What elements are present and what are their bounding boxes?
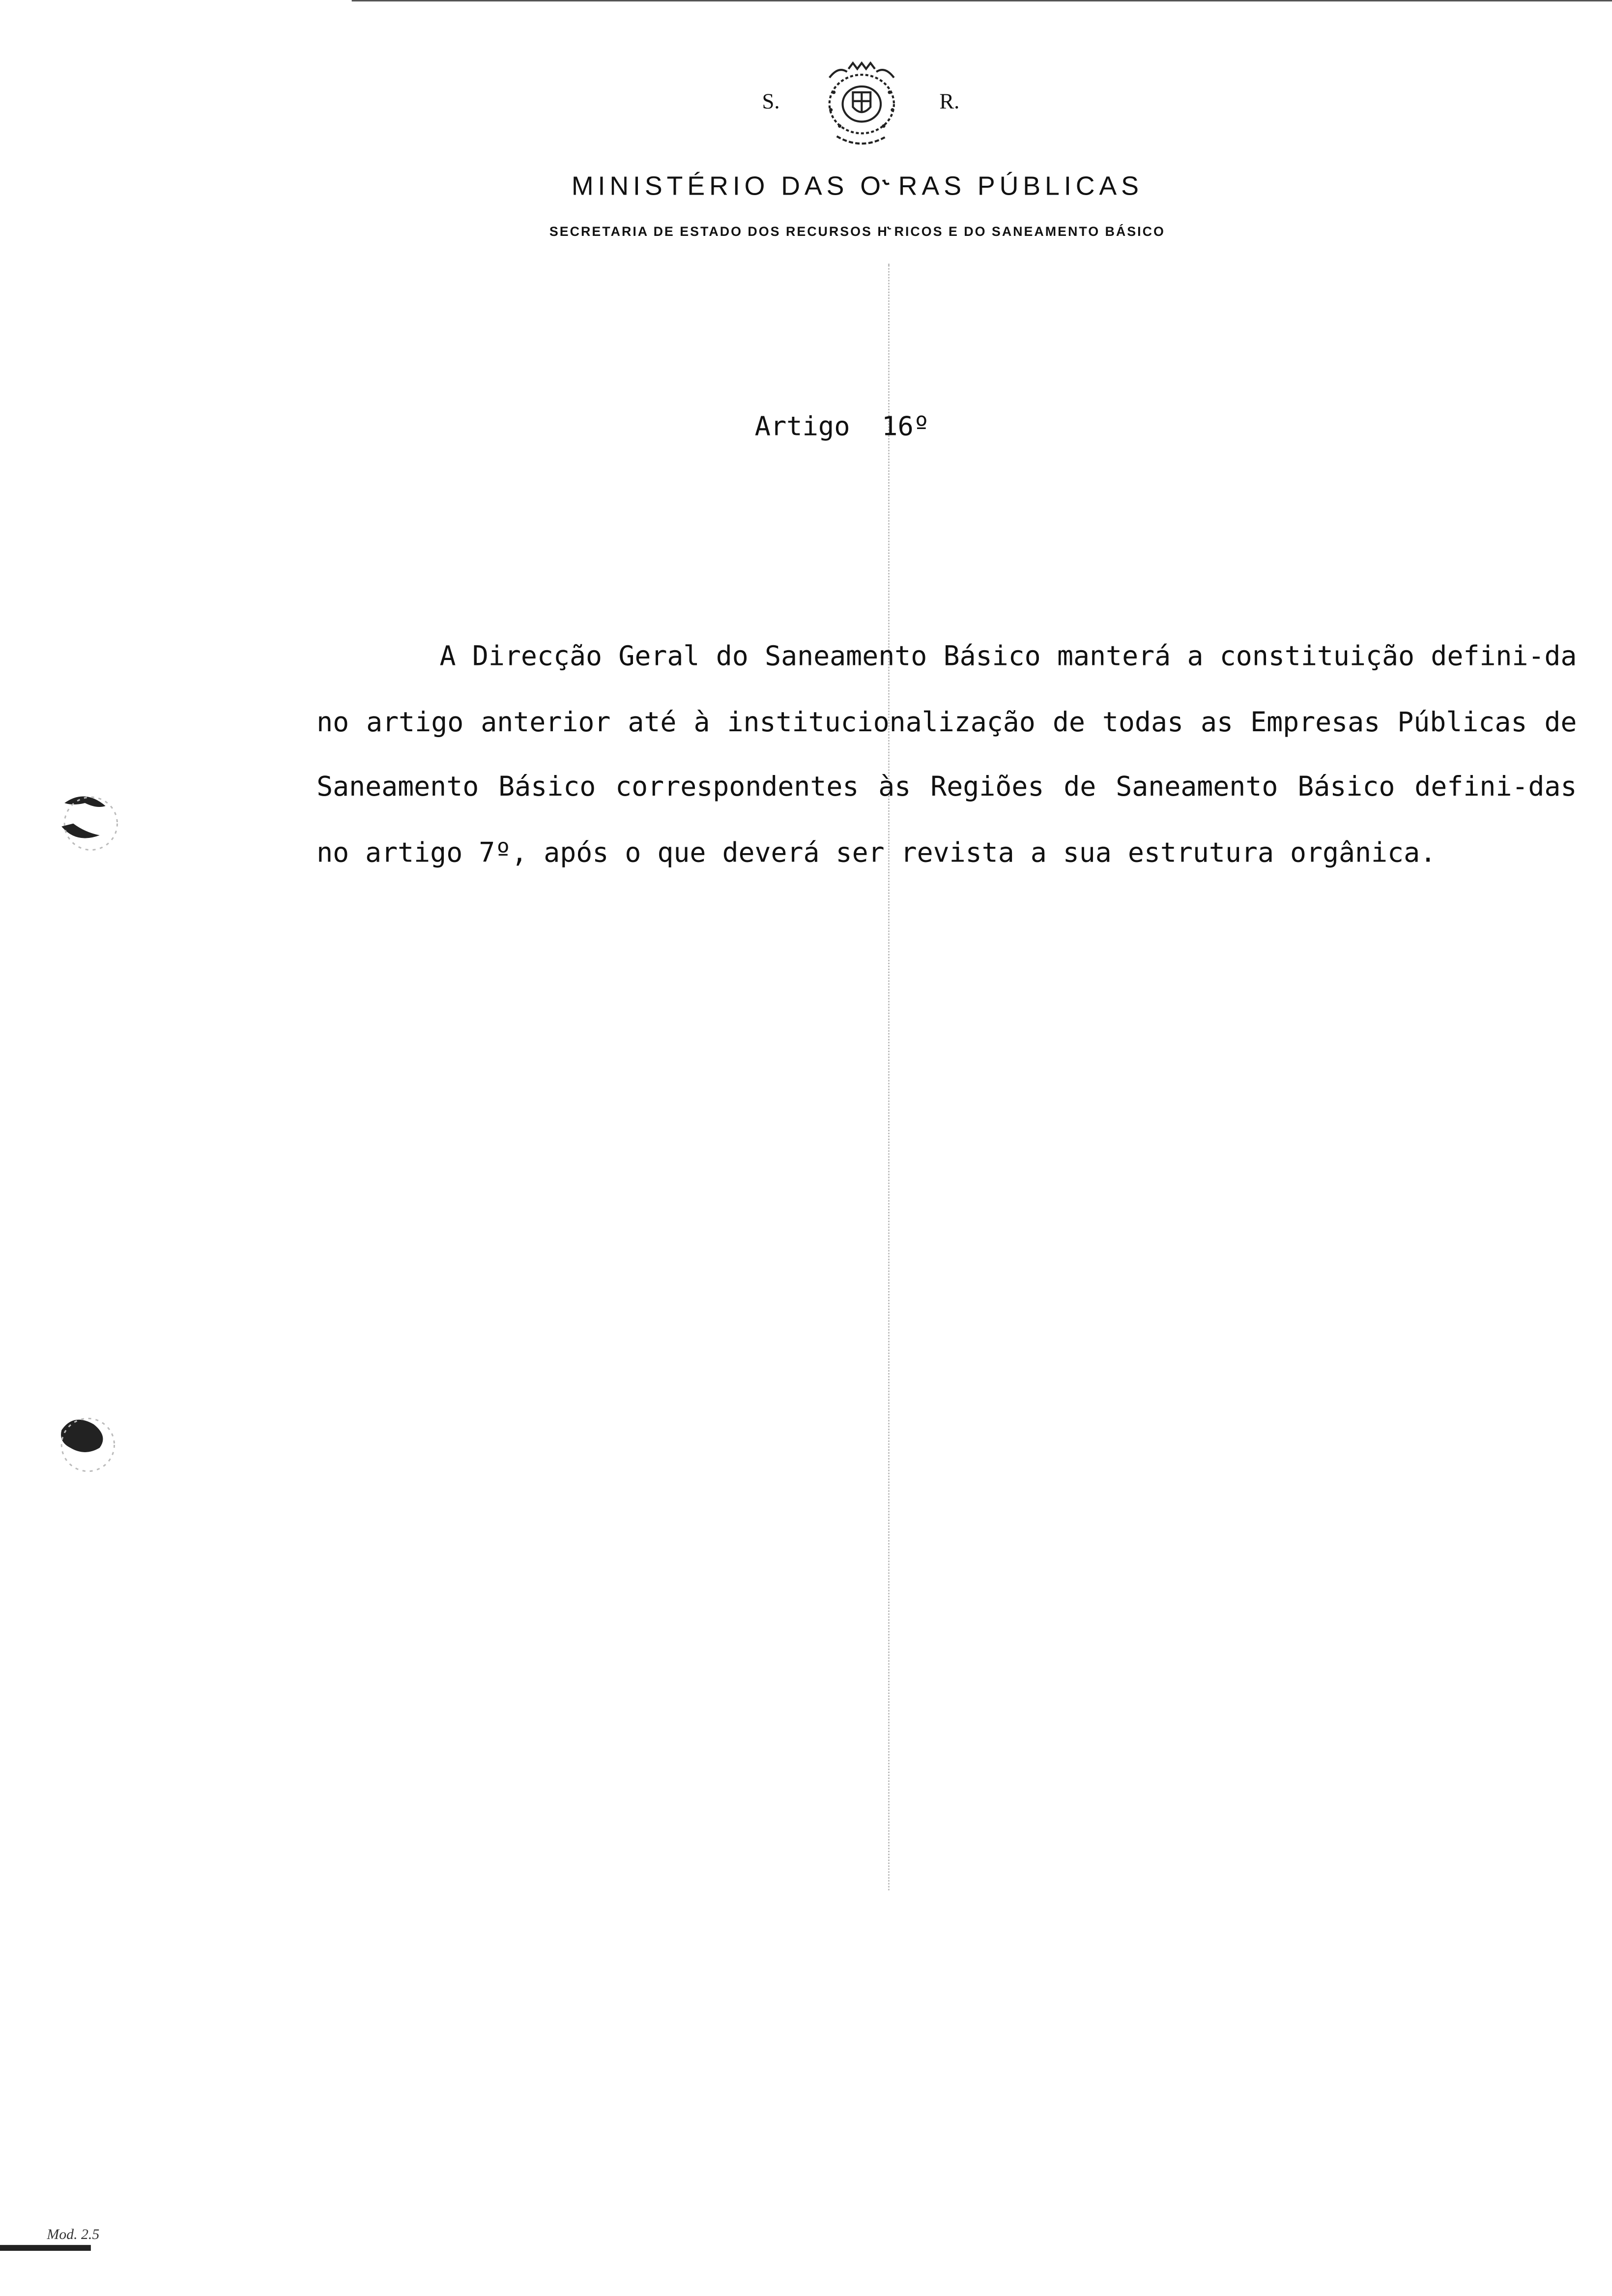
ministry-heading: MINISTÉRIO DAS O˞RAS PÚBLICAS — [571, 171, 1143, 201]
article-body: A Direcção Geral do Saneamento Básico manterá a constituição defini-da no artigo anterior até à institucionalização de todas as Empresas Públicas de Saneamento Básico correspondentes às Regiões de Saneamento Básico defini-das no artigo 7º, após o que deverá ser revista a sua estrutura orgânica. — [317, 642, 1577, 868]
article-title: Artigo 16º — [754, 411, 930, 443]
form-reference: Mod. 2.5 — [47, 2227, 100, 2244]
fold-crease — [888, 264, 891, 1891]
punch-hole-mark — [56, 788, 120, 853]
secretariat-subheading: SECRETARIA DE ESTADO DOS RECURSOS H˞RICOS E DO SANEAMENTO BÁSICO — [549, 224, 1165, 239]
top-border-line — [352, 0, 1612, 1]
coat-of-arms-icon — [807, 60, 916, 151]
form-reference-bar — [0, 2245, 91, 2251]
letterhead-left-letter: S. — [762, 90, 780, 115]
punch-hole-mark — [53, 1410, 117, 1474]
letterhead-right-letter: R. — [939, 90, 960, 115]
